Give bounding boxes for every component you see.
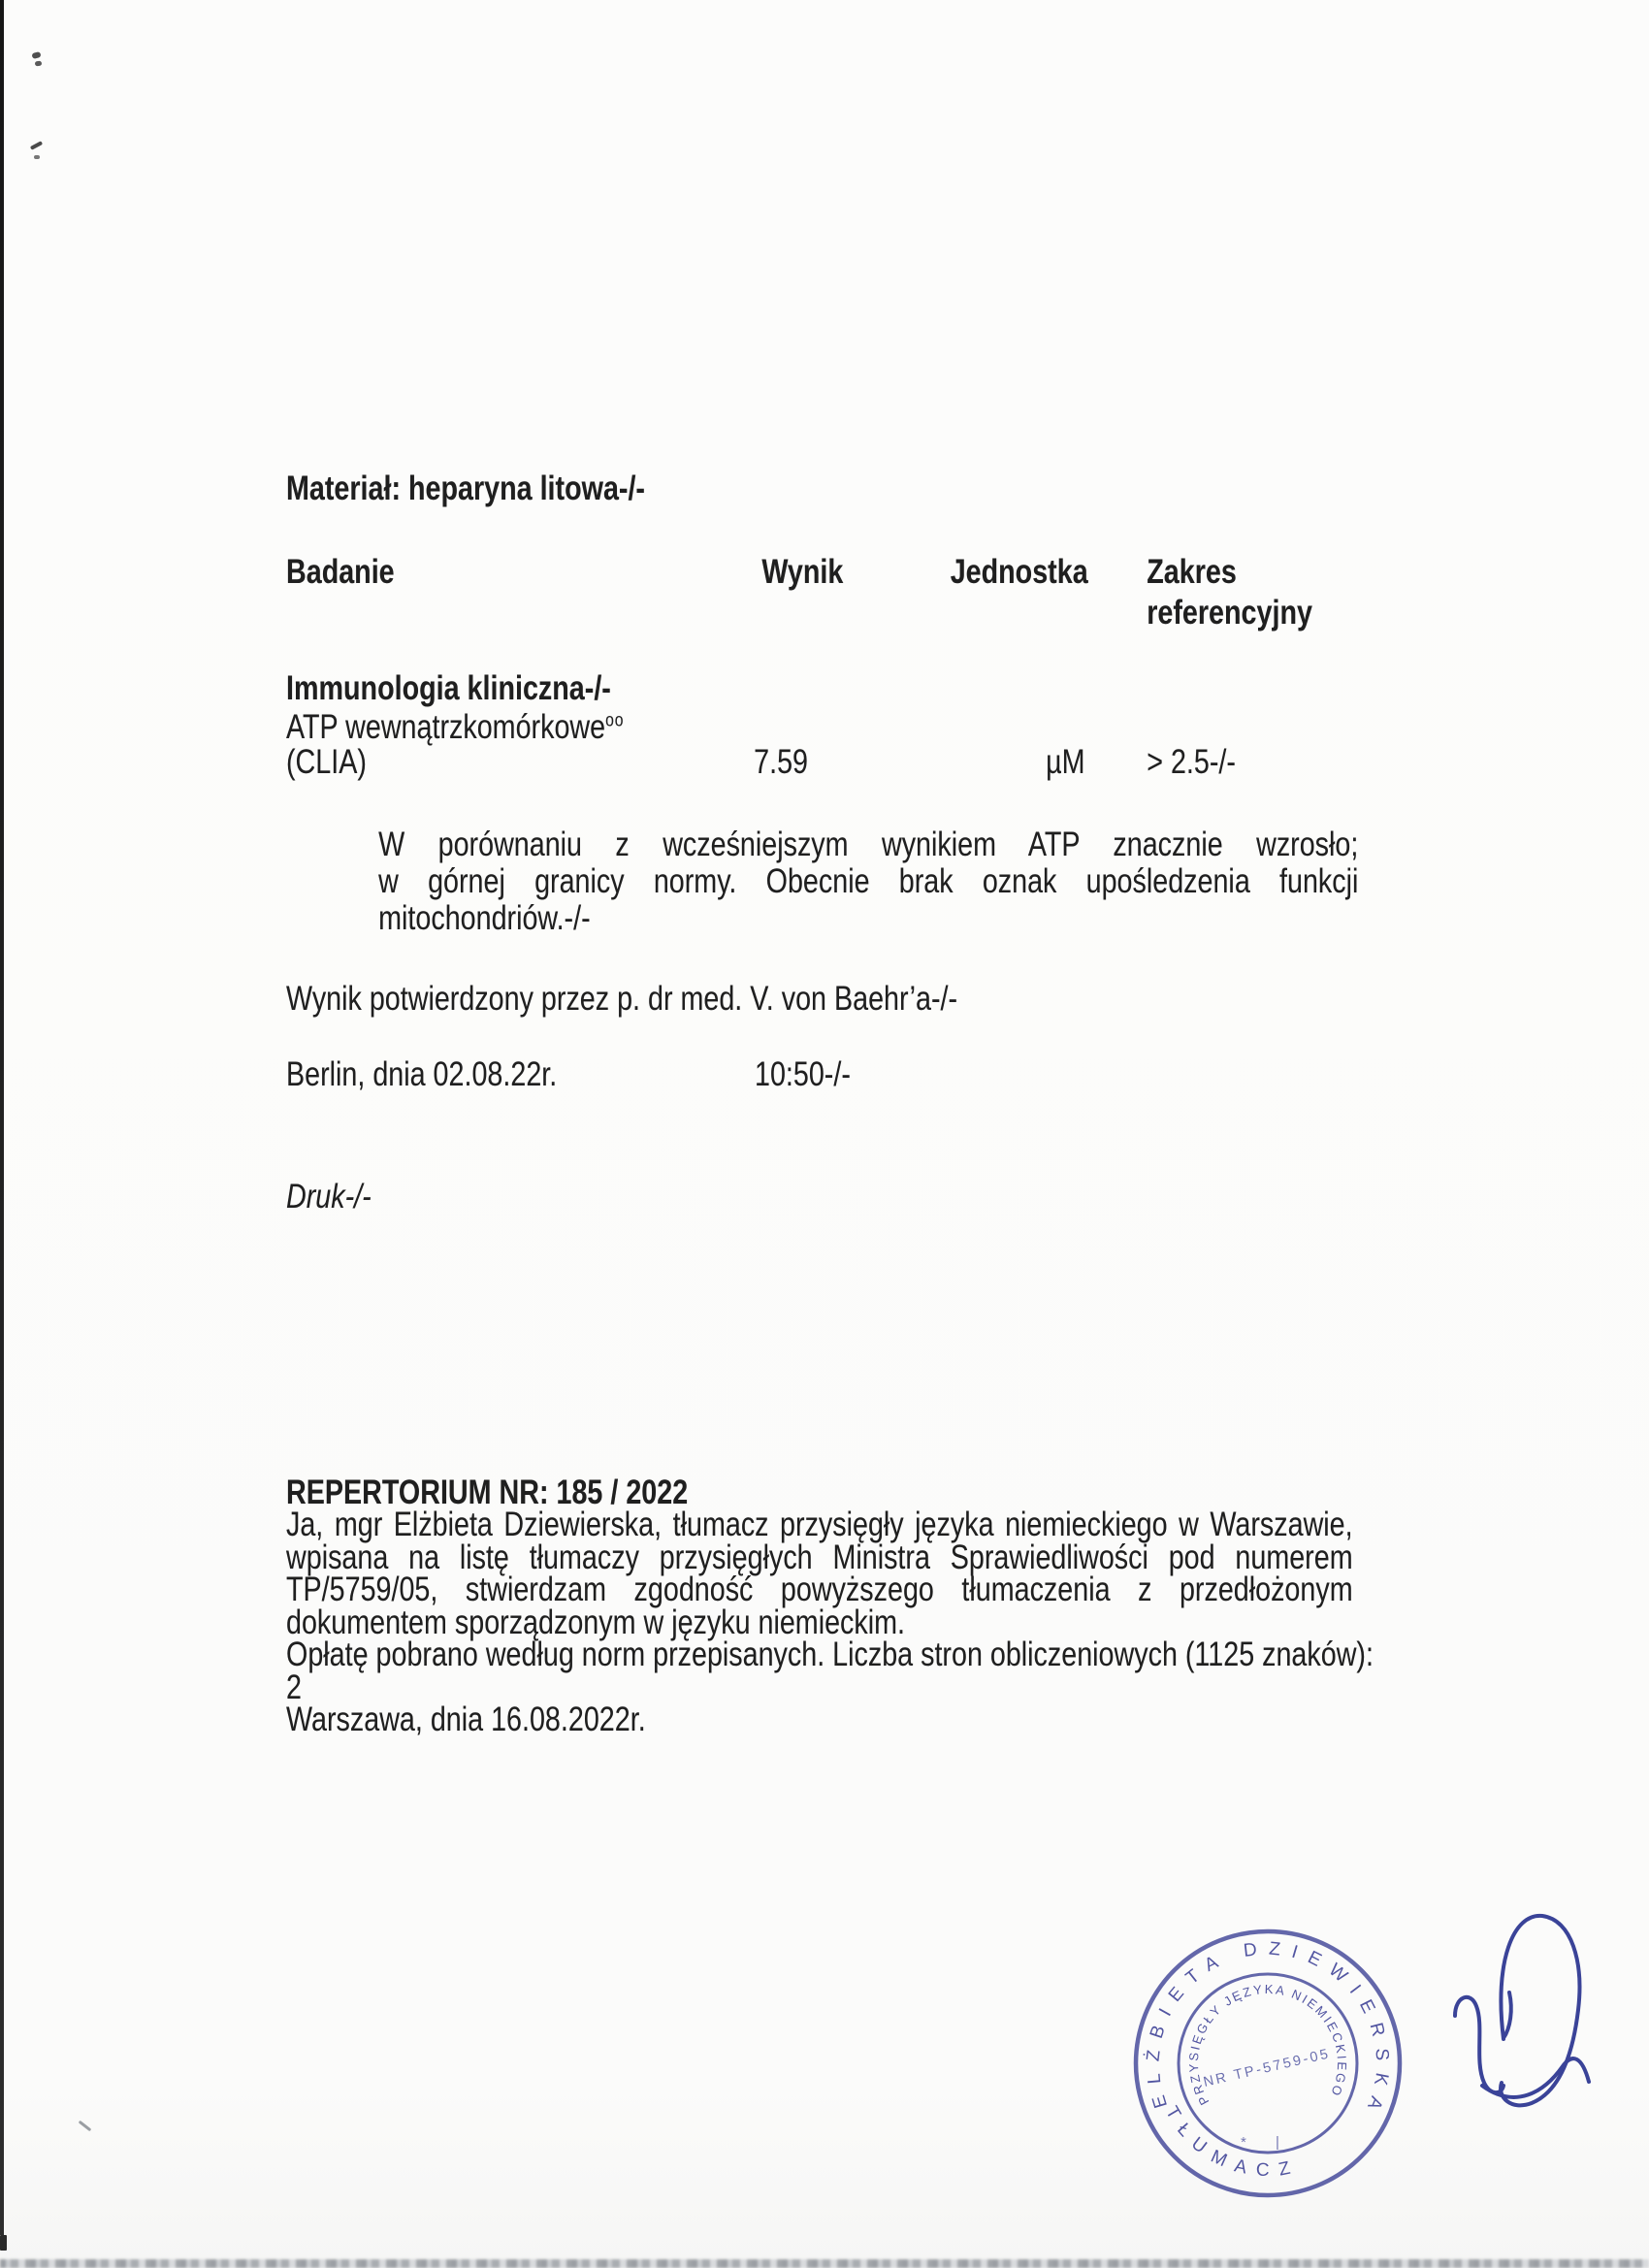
test-unit: µM [1046, 743, 1085, 781]
stamp-bottom-marks: * | [1241, 2134, 1292, 2151]
repertorium-line: Opłatę pobrano według norm przepisanych. Liczba stron obliczeniowych (1125 znaków): [286, 1636, 1374, 1673]
repertorium-title: REPERTORIUM NR: 185 / 2022 [286, 1474, 689, 1511]
material-line: Materiał: heparyna litowa-/- [286, 470, 645, 507]
column-header-result: Wynik [761, 553, 844, 591]
result-comment [378, 826, 1358, 937]
column-header-range-line2: referencyjny [1147, 594, 1312, 632]
scan-bottom-noise [0, 2259, 1649, 2268]
confirmation-line: Wynik potwierdzony przez p. dr med. V. von Baehr’a-/- [286, 980, 958, 1018]
repertorium-date-line: Warszawa, dnia 16.08.2022r. [286, 1701, 646, 1738]
column-header-test: Badanie [286, 553, 395, 591]
scan-smudge [35, 61, 42, 67]
signature-stroke [1504, 1993, 1511, 2038]
stamp-inner-ring-text: PRZYSIĘGŁY JĘZYKA NIEMIECKIEGO [1185, 1981, 1350, 2108]
scan-smudge [31, 51, 41, 59]
column-header-range-line1: Zakres [1147, 553, 1237, 591]
scan-smudge [79, 2121, 92, 2132]
test-name-line [286, 710, 624, 746]
repertorium-line: Ja, mgr Elżbieta Dziewierska, tłumacz przysięgły języka niemieckiego w Warszawie, [286, 1506, 1353, 1543]
report-time: 10:50-/- [754, 1055, 851, 1093]
test-name: ATP wewnątrzkomórkowe [286, 708, 606, 746]
comment-line: w górnej granicy normy. Obecnie brak oznak upośledzenia funkcji [378, 862, 1359, 900]
repertorium-line: wpisana na listę tłumaczy przysięgłych Ministra Sprawiedliwości pod numerem [286, 1538, 1353, 1576]
signature-stroke [1455, 1997, 1504, 2092]
print-note: Druk-/- [286, 1178, 372, 1215]
test-result-value: 7.59 [754, 743, 809, 781]
place-date-line: Berlin, dnia 02.08.22r. [286, 1055, 558, 1093]
section-title: Immunologia kliniczna-/- [286, 669, 611, 707]
repertorium-statement [286, 1506, 1374, 1738]
test-flag-superscript: oo [605, 710, 625, 731]
handwritten-signature [1426, 1892, 1639, 2202]
scan-smudge [30, 141, 43, 150]
stamp-outer-bottom-text: TŁUMACZ [1161, 2102, 1303, 2181]
scan-edge-line [0, 0, 4, 2235]
repertorium-line: TP/5759/05, stwierdzam zgodność powyższego tłumaczenia z przedłożonym [286, 1571, 1353, 1608]
scan-edge-mark [0, 2235, 7, 2251]
stamp-outer-top-text: ELŻBIETA DZIEWIERSKA [1143, 1938, 1393, 2123]
comment-line: W porównaniu z wcześniejszym wynikiem ATP znacznie wzrosło; [378, 826, 1359, 863]
test-reference-range: > 2.5-/- [1147, 743, 1236, 781]
comment-line: mitochondriów.-/- [378, 899, 591, 937]
repertorium-page-count: 2 [286, 1668, 302, 1706]
repertorium-line: dokumentem sporządzonym w języku niemieckim. [286, 1603, 906, 1641]
column-header-unit: Jednostka [950, 553, 1088, 591]
scan-smudge [34, 155, 40, 159]
test-method: (CLIA) [286, 743, 367, 781]
stamp-center-number: NR TP-5759-05 [1202, 2046, 1333, 2090]
translator-round-stamp [1132, 1928, 1404, 2199]
